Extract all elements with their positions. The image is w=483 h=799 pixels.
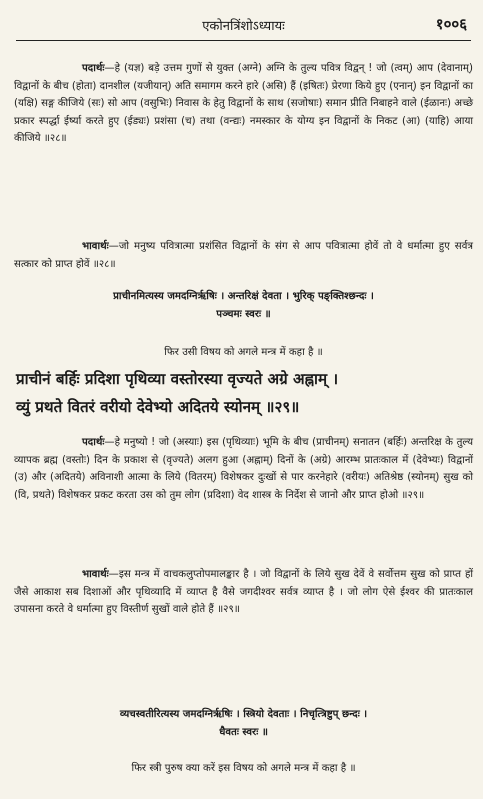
padarth-paragraph-28	[14, 60, 473, 148]
padarth-text: —हे मनुष्यो ! जो (अस्याः) इस (पृथिव्याः) भूमि के बीच (प्राचीनम्) सनातन (बर्हिः) अन्तरिक्ष के तुल्य व्यापक ब्रह्म (वस्तोः) दिन के प्रकाश से (वृज्यते) अलग हुआ (अह्नाम्) दिनों के (अग्रे) आरम्भ प्रातःकाल में (देवेभ्यः) विद्वानों (उ) और (अदितये) अविनाशी आत्मा के लिये (वितरम्) विशेषकर दुःखों से पार करनेहारे (वरीयः) अतिश्रेष्ठ (स्योनम्) सुख को (वि, प्रथते) विशेषकर प्रकट करता उस को तुम लोग (प्रदिशा) वेद शास्त्र के निर्देश से जानो और प्राप्त होओ ॥२९॥	[14, 437, 473, 501]
padarth-text: —हे (यज्ञ) बड़े उत्तम गुणों से युक्त (अग्ने) अग्नि के तुल्य पवित्र विद्वन् ! जो (त्वम्) आप (देवानाम्) विद्वानों के बीच (होता) दानशील (यजीयान्) अति समागम करने हारे (असि) हैं (इषितः) प्रेरणा किये हुए (एनान्) इन विद्वानों का (यक्षि) सङ्ग कीजिये (सः) सो आप (वसुभिः) निवास के हेतु विद्वानों के साथ (सजोषाः) समान प्रीति निबाहने वाले (ईळानः) अच्छे प्रकार स्पर्द्धा ईर्ष्या करते हुए (ईड्यः) प्रशंसा (च) तथा (वन्द्यः) नमस्कार के योग्य इन विद्वानों के निकट (आ) (याहि) आया कीजिये ॥२८॥	[14, 63, 473, 144]
svara-line: धैवतः स्वरः ॥	[219, 727, 268, 738]
page-number: १००६	[435, 15, 467, 33]
mantra-line-1: प्राचीनं बर्हिः प्रदिशा पृथिव्या वस्तोरस्या वृज्यते अग्रे अह्नाम् ।	[16, 370, 339, 388]
bhavarth-label: भावार्थः	[82, 241, 109, 252]
rishi-devata-line: प्राचीनमित्यस्य जमदग्निर्ऋषिः । अन्तरिक्षं देवता । भुरिक् पङ्क्तिश्छन्दः ।	[113, 291, 374, 302]
svara-line: पञ्चमः स्वरः ॥	[216, 309, 271, 320]
padarth-paragraph-29	[14, 434, 473, 504]
mantra-intro: फिर स्त्री पुरुष क्या करें इस विषय को अगले मन्त्र में कहा है ॥	[131, 763, 356, 774]
padarth-label: पदार्थः	[82, 437, 105, 448]
rishi-devata-line: व्यचस्वतीरित्यस्य जमदग्निर्ऋषिः । स्त्रियो देवताः । निचृत्त्रिष्टुप् छन्दः ।	[119, 709, 368, 720]
chapter-title: एकोनत्रिंशोऽध्यायः	[202, 19, 285, 34]
bhavarth-label: भावार्थः	[82, 569, 109, 580]
padarth-label: पदार्थः	[82, 63, 105, 74]
bhavarth-text: —जो मनुष्य पवित्रात्मा प्रशंसित विद्वानों के संग से आप पवित्रात्मा होवें तो वे धर्मात्मा हुए सर्वत्र सत्कार को प्राप्त होवें ॥२८॥	[14, 241, 473, 270]
page-header	[16, 14, 471, 41]
mantra-line-2: व्युं प्रथते वितरं वरीयो देवेभ्यो अदितये स्योनम् ॥२९॥	[16, 398, 300, 416]
bhavarth-paragraph-29	[14, 566, 473, 619]
bhavarth-paragraph-28	[14, 238, 473, 273]
mantra-intro: फिर उसी विषय को अगले मन्त्र में कहा है ॥	[164, 347, 323, 358]
bhavarth-text: —इस मन्त्र में वाचकलुप्तोपमालङ्कार है । जो विद्वानों के लिये सुख देवें वे सर्वोत्तम सुख को प्राप्त हों जैसे आकाश सब दिशाओं और पृथिव्यादि में व्याप्त है वैसे जगदीश्वर सर्वत्र व्याप्त है । जो लोग ऐसे ईश्वर की प्रातःकाल उपासना करते वे धर्मात्मा हुए विस्तीर्ण सुखों वाले होते हैं ॥२९॥	[14, 569, 473, 615]
